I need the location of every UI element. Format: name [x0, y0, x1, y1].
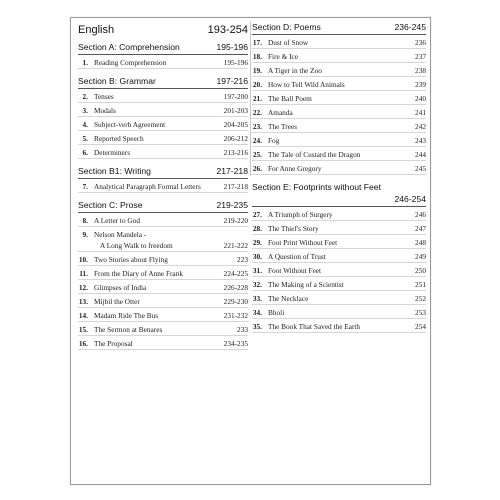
item-number: 23. — [252, 121, 262, 131]
list-item — [78, 266, 248, 280]
list-item — [252, 207, 426, 221]
section-pages: 246-254 — [394, 194, 426, 204]
list-item — [78, 117, 248, 131]
subject-title-row — [78, 18, 248, 37]
list-item — [252, 263, 426, 277]
list-item — [252, 91, 426, 105]
item-title: Mijbil the Otter — [94, 296, 140, 306]
item-title: Subject-verb Agreement — [94, 119, 166, 129]
item-title: The Trees — [268, 121, 297, 131]
item-title: From the Diary of Anne Frank — [94, 268, 183, 278]
list-item — [252, 235, 426, 249]
item-pages: 243 — [415, 135, 426, 145]
item-number: 12. — [78, 282, 88, 292]
section-heading — [78, 41, 248, 53]
item-title: Amanda — [268, 107, 293, 117]
item-pages: 221-222 — [223, 240, 248, 250]
list-item — [252, 161, 426, 175]
item-pages: 204-205 — [223, 119, 248, 129]
item-pages: 233 — [237, 324, 248, 334]
item-pages: 241 — [415, 107, 426, 117]
right-column — [252, 18, 426, 333]
section-items — [78, 213, 248, 350]
section-pages-row — [252, 193, 426, 205]
item-title: Dust of Snow — [268, 37, 309, 47]
item-number: 15. — [78, 324, 88, 334]
section-title: Section E: Footprints without Feet — [252, 182, 381, 192]
item-number: 4. — [82, 119, 88, 129]
item-title-block — [94, 230, 221, 250]
item-pages: 195-196 — [223, 57, 248, 67]
item-number: 28. — [252, 223, 262, 233]
item-title: The Necklace — [268, 293, 309, 303]
list-item — [252, 105, 426, 119]
item-number: 32. — [252, 279, 262, 289]
subject-title: English — [78, 24, 115, 36]
item-title: Glimpses of India — [94, 282, 147, 292]
subject-pages: 193-254 — [207, 24, 248, 36]
item-number: 25. — [252, 149, 262, 159]
list-item — [78, 213, 248, 227]
item-title: Modals — [94, 105, 116, 115]
section-items — [78, 55, 248, 69]
item-number: 3. — [82, 105, 88, 115]
list-item — [78, 89, 248, 103]
item-pages: 223 — [237, 254, 248, 264]
list-item — [78, 280, 248, 294]
section-pages: 217-218 — [216, 166, 248, 176]
section-title: Section B: Grammar — [78, 76, 156, 86]
item-number: 26. — [252, 163, 262, 173]
item-pages: 248 — [415, 237, 426, 247]
item-pages: 250 — [415, 265, 426, 275]
list-item — [78, 308, 248, 322]
list-item — [78, 322, 248, 336]
item-pages: 244 — [415, 149, 426, 159]
item-pages: 245 — [415, 163, 426, 173]
section-heading — [78, 165, 248, 177]
section-title: Section A: Comprehension — [78, 42, 180, 52]
section-title: Section C: Prose — [78, 200, 143, 210]
item-title: Bholi — [268, 307, 285, 317]
item-pages: 242 — [415, 121, 426, 131]
item-number: 2. — [82, 91, 88, 101]
section-heading — [78, 199, 248, 211]
list-item — [78, 55, 248, 69]
list-item — [78, 336, 248, 350]
item-pages: 249 — [415, 251, 426, 261]
item-title: The Ball Poem — [268, 93, 312, 103]
section-pages: 197-216 — [216, 76, 248, 86]
section-pages: 236-245 — [394, 22, 426, 32]
list-item — [252, 277, 426, 291]
item-number: 31. — [252, 265, 262, 275]
item-number: 18. — [252, 51, 262, 61]
list-item — [78, 294, 248, 308]
item-pages: 226-228 — [223, 282, 248, 292]
item-number: 34. — [252, 307, 262, 317]
section-items — [252, 35, 426, 175]
item-title: Madam Ride The Bus — [94, 310, 159, 320]
list-item — [78, 227, 248, 252]
item-pages: 251 — [415, 279, 426, 289]
item-pages: 234-235 — [223, 338, 248, 348]
item-number: 7. — [82, 181, 88, 191]
item-pages: 239 — [415, 79, 426, 89]
item-pages: 197-200 — [223, 91, 248, 101]
section-heading — [252, 21, 426, 33]
item-title: Nelson Mandela - — [94, 229, 147, 239]
left-column — [78, 18, 248, 350]
list-item — [252, 147, 426, 161]
section-items — [78, 179, 248, 193]
item-number: 5. — [82, 133, 88, 143]
section-heading — [252, 181, 426, 193]
item-number: 1. — [82, 57, 88, 67]
list-item — [78, 103, 248, 117]
list-item — [252, 249, 426, 263]
item-number: 20. — [252, 79, 262, 89]
item-title: The Making of a Scientist — [268, 279, 344, 289]
section-title: Section B1: Writing — [78, 166, 151, 176]
item-title: Foot Print Without Feet — [268, 237, 338, 247]
section-pages: 195-196 — [216, 42, 248, 52]
item-pages: 253 — [415, 307, 426, 317]
list-item — [78, 131, 248, 145]
item-pages: 236 — [415, 37, 426, 47]
list-item — [252, 291, 426, 305]
section-items — [252, 207, 426, 333]
item-pages: 240 — [415, 93, 426, 103]
item-number: 13. — [78, 296, 88, 306]
item-title-line2: A Long Walk to freedom — [100, 240, 173, 250]
item-pages: 219-220 — [223, 215, 248, 225]
item-pages: 229-230 — [223, 296, 248, 306]
list-item — [78, 179, 248, 193]
item-number: 11. — [79, 268, 88, 278]
item-number: 27. — [252, 209, 262, 219]
item-pages: 231-232 — [223, 310, 248, 320]
item-pages: 252 — [415, 293, 426, 303]
item-pages: 247 — [415, 223, 426, 233]
list-item — [252, 35, 426, 49]
list-item — [252, 305, 426, 319]
item-pages: 217-218 — [223, 181, 248, 191]
item-title: Foot Without Feet — [268, 265, 322, 275]
item-number: 14. — [78, 310, 88, 320]
item-number: 17. — [252, 37, 262, 47]
item-number: 9. — [82, 229, 88, 239]
list-item — [78, 145, 248, 159]
item-pages: 206-212 — [223, 133, 248, 143]
item-number: 8. — [82, 215, 88, 225]
item-title: Fire & Ice — [268, 51, 298, 61]
item-number: 19. — [252, 65, 262, 75]
item-title: A Triumph of Surgery — [268, 209, 333, 219]
item-title: The Thief's Story — [268, 223, 319, 233]
column-divider — [250, 21, 251, 176]
item-number: 33. — [252, 293, 262, 303]
list-item — [252, 119, 426, 133]
item-number: 35. — [252, 321, 262, 331]
item-pages: 254 — [415, 321, 426, 331]
section-title: Section D: Poems — [252, 22, 321, 32]
item-pages: 224-225 — [223, 268, 248, 278]
list-item — [78, 252, 248, 266]
item-title: The Tale of Custard the Dragon — [268, 149, 361, 159]
item-pages: 246 — [415, 209, 426, 219]
section-pages: 219-235 — [216, 200, 248, 210]
item-number: 29. — [252, 237, 262, 247]
section-heading — [78, 75, 248, 87]
item-number: 24. — [252, 135, 262, 145]
item-title: A Question of Trust — [268, 251, 326, 261]
item-pages: 237 — [415, 51, 426, 61]
item-number: 30. — [252, 251, 262, 261]
item-title: Two Stories about Flying — [94, 254, 168, 264]
item-number: 16. — [78, 338, 88, 348]
item-title: For Anne Gregory — [268, 163, 322, 173]
item-title: The Book That Saved the Earth — [268, 321, 361, 331]
item-title: Reported Speech — [94, 133, 144, 143]
item-pages: 201-203 — [223, 105, 248, 115]
item-title: A Letter to God — [94, 215, 141, 225]
item-title: Fog — [268, 135, 280, 145]
item-title: A Tiger in the Zoo — [268, 65, 322, 75]
section-items — [78, 89, 248, 159]
item-title: Determiners — [94, 147, 131, 157]
list-item — [252, 319, 426, 333]
list-item — [252, 77, 426, 91]
list-item — [252, 221, 426, 235]
item-number: 21. — [252, 93, 262, 103]
item-title: Reading Comprehension — [94, 57, 167, 67]
item-title: The Sermon at Benares — [94, 324, 163, 334]
item-title: How to Tell Wild Animals — [268, 79, 345, 89]
item-title: The Proposal — [94, 338, 133, 348]
list-item — [252, 49, 426, 63]
item-pages: 213-216 — [223, 147, 248, 157]
list-item — [252, 133, 426, 147]
list-item — [252, 63, 426, 77]
item-pages: 238 — [415, 65, 426, 75]
item-number: 22. — [252, 107, 262, 117]
item-number: 6. — [82, 147, 88, 157]
item-number: 10. — [78, 254, 88, 264]
contents-page — [70, 17, 431, 485]
item-title: Analytical Paragraph Formal Letters — [94, 181, 201, 191]
item-title: Tenses — [94, 91, 114, 101]
